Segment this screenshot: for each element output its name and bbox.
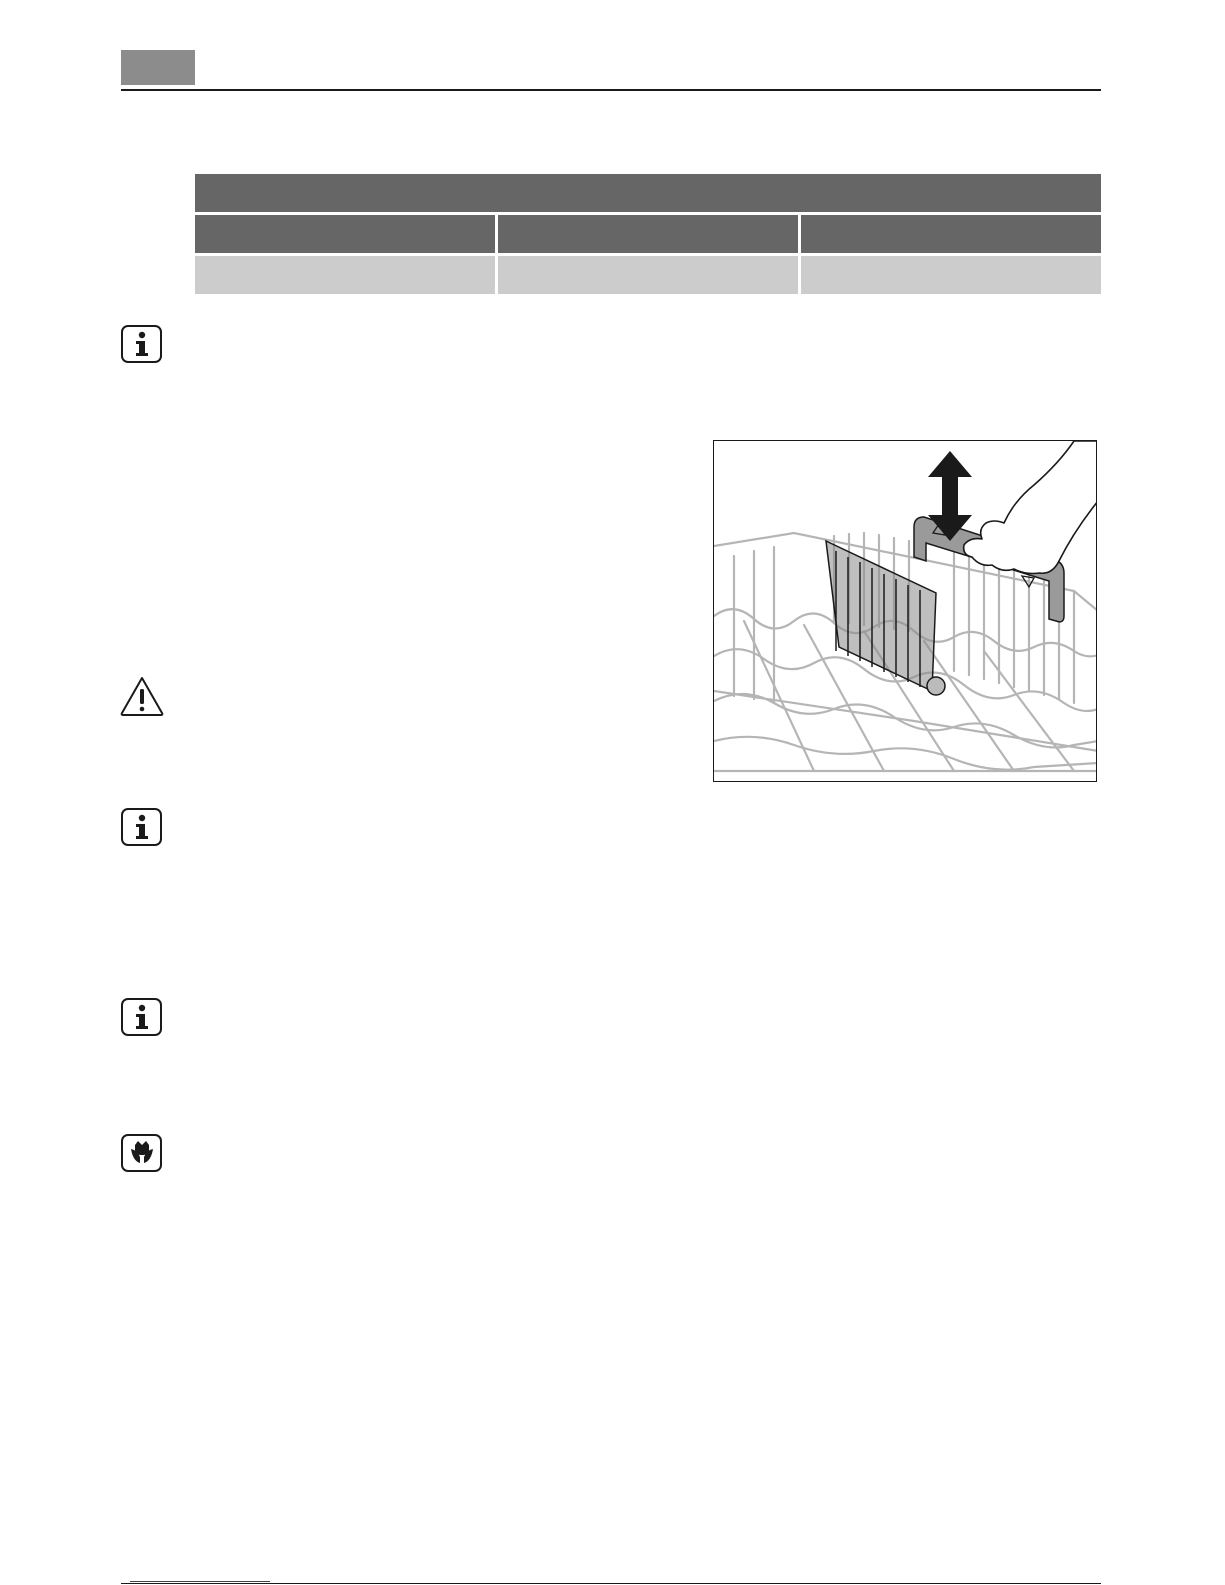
header-divider — [121, 89, 1101, 91]
table-header-cell — [801, 215, 1101, 253]
page-number-tab — [121, 50, 195, 85]
info-icon — [121, 325, 162, 363]
table-header-cell — [498, 215, 798, 253]
footer-divider — [121, 1583, 1101, 1584]
environment-icon — [121, 1134, 162, 1172]
table-header-row — [195, 215, 1101, 253]
table-cell — [801, 256, 1101, 294]
table-row — [195, 256, 1101, 294]
table-cell — [498, 256, 798, 294]
table-title-row — [195, 174, 1101, 212]
footer-link-underline — [130, 1581, 270, 1582]
spec-table — [195, 174, 1101, 294]
warning-icon — [119, 675, 165, 717]
table-cell — [195, 256, 495, 294]
info-icon — [121, 998, 162, 1036]
table-header-cell — [195, 215, 495, 253]
info-icon — [121, 808, 162, 846]
rack-adjustment-illustration — [713, 440, 1097, 782]
